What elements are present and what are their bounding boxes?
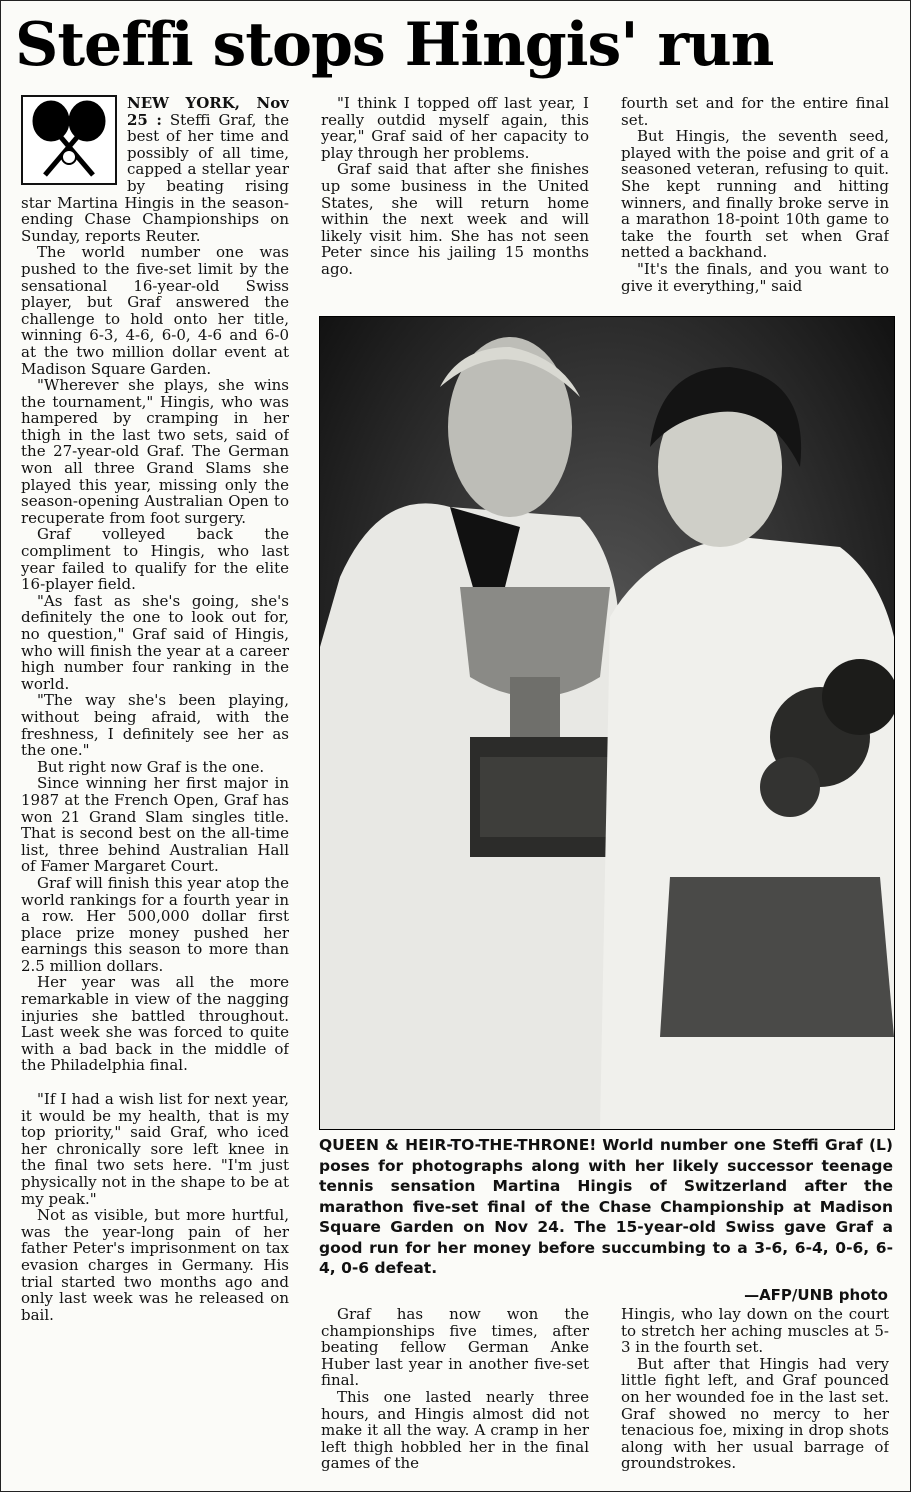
paragraph: Her year was all the more remarkable in view of the nagging injuries she battled throughout. Last week she was forced to quite with a bad back in the middle of the Philadelphia final. xyxy=(21,973,289,1075)
paragraph: Graf will finish this year atop the world rankings for a fourth year in a row. Her 500,000 dollar first place prize money pushed her earnings this season to more than 2.5 million dollars. xyxy=(21,873,289,975)
paragraph: Not as visible, but more hurtful, was the year-long pain of her father Peter's imprisonment on tax evasion charges in Germany. His trial started two months ago and only last week was he released on bail. xyxy=(21,1206,289,1324)
paragraph: Hingis, who lay down on the court to stretch her aching muscles at 5-3 in the fourth set. xyxy=(621,1306,889,1357)
article-column-2-bottom xyxy=(321,1306,589,1486)
paragraph: "I think I topped off last year, I really outdid myself again, this year," Graf said of her capacity to play through her problems. xyxy=(321,95,589,162)
paragraph: Graf has now won the championships five times, after beating fellow German Anke Huber last year in another five-set final. xyxy=(321,1306,589,1390)
paragraph: Graf said that after she finishes up some business in the United States, she will return home within the next week and will likely visit him. She has not seen Peter since his jailing 15 months ago. xyxy=(321,160,589,278)
headline: Steffi stops Hingis' run xyxy=(15,10,774,80)
article-column-2-top xyxy=(321,95,589,305)
caption-body: World number one Steffi Graf (L) poses for photographs along with her likely successor teenage tennis sensation Martina Hingis of Switzerland after the marathon five-set final of the Chase Championship at Madison Square Garden on Nov 24. The 15-year-old Swiss gave Graf a good run for her money before succumbing to a 3-6, 6-4, 0-6, 6-4, 0-6 defeat. xyxy=(319,1136,893,1277)
paragraph: But after that Hingis had very little fight left, and Graf pounced on her wounded foe in the last set. Graf showed no mercy to her tenacious foe, mixing in drop shots along with her usual barrage of groundstrokes. xyxy=(621,1354,889,1473)
news-photo xyxy=(319,316,895,1130)
paragraph: "If I had a wish list for next year, it would be my health, that is my top priority," said Graf, who iced her chronically sore left knee in the final two sets here. "I'm just physically not in the shape to be at my peak." xyxy=(21,1090,289,1208)
paragraph: fourth set and for the entire final set. xyxy=(621,95,889,129)
crossed-tennis-rackets-icon xyxy=(21,95,117,185)
paragraph: Graf volleyed back the compliment to Hingis, who last year failed to qualify for the elite 16-player field. xyxy=(21,525,289,594)
dateline: NEW YORK, Nov 25 : xyxy=(127,95,289,129)
paragraph: "As fast as she's going, she's definitely the one to look out for, no question," Graf said of Hingis, who will finish the year at a career high number four ranking in the world. xyxy=(21,591,289,693)
paragraph: But Hingis, the seventh seed, played with the poise and grit of a seasoned veteran, refusing to quit. She kept running and hitting winners, and finally broke serve in a marathon 18-point 10th game to take the fourth set when Graf netted a backhand. xyxy=(621,127,889,262)
article-column-1 xyxy=(21,95,289,1485)
paragraph: Steffi Graf, the best of her time and possibly of all time, capped a stellar year by beating rising star Martina Hingis in the season-ending Chase Championships on Sunday, reports Reuter. xyxy=(21,110,289,245)
paragraph: Since winning her first major in 1987 at the French Open, Graf has won 21 Grand Slam singles title. That is second best on the all-time list, three behind Australian Hall of Famer Margaret Court. xyxy=(21,774,289,876)
paragraph: "Wherever she plays, she wins the tournament," Hingis, who was hampered by cramping in her thigh in the last two sets, said of the 27-year-old Graf. The German won all three Grand Slams she played this year, missing only the season-opening Australian Open to recuperate from foot surgery. xyxy=(21,376,289,527)
paragraph: "It's the finals, and you want to give it everything," said xyxy=(621,259,889,295)
paragraph: This one lasted nearly three hours, and Hingis almost did not make it all the way. A cramp in her left thigh hobbled her in the final games of the xyxy=(321,1387,589,1473)
paragraph: The world number one was pushed to the five-set limit by the sensational 16-year-old Swiss player, but Graf answered the challenge to hold onto her title, winning 6-3, 4-6, 6-0, 4-6 and 6-0 at the two million dollar event at Madison Square Garden. xyxy=(21,243,289,378)
paragraph: "The way she's been playing, without being afraid, with the freshness, I definitely see her as the one." xyxy=(21,691,289,760)
article-column-3-bottom xyxy=(621,1306,889,1486)
paragraph: But right now Graf is the one. xyxy=(37,757,265,776)
photo-caption xyxy=(319,1135,893,1303)
caption-lead: QUEEN & HEIR-TO-THE-THRONE! xyxy=(319,1136,597,1154)
article-column-3-top xyxy=(621,95,889,305)
photo-credit: —AFP/UNB photo xyxy=(744,1286,888,1304)
